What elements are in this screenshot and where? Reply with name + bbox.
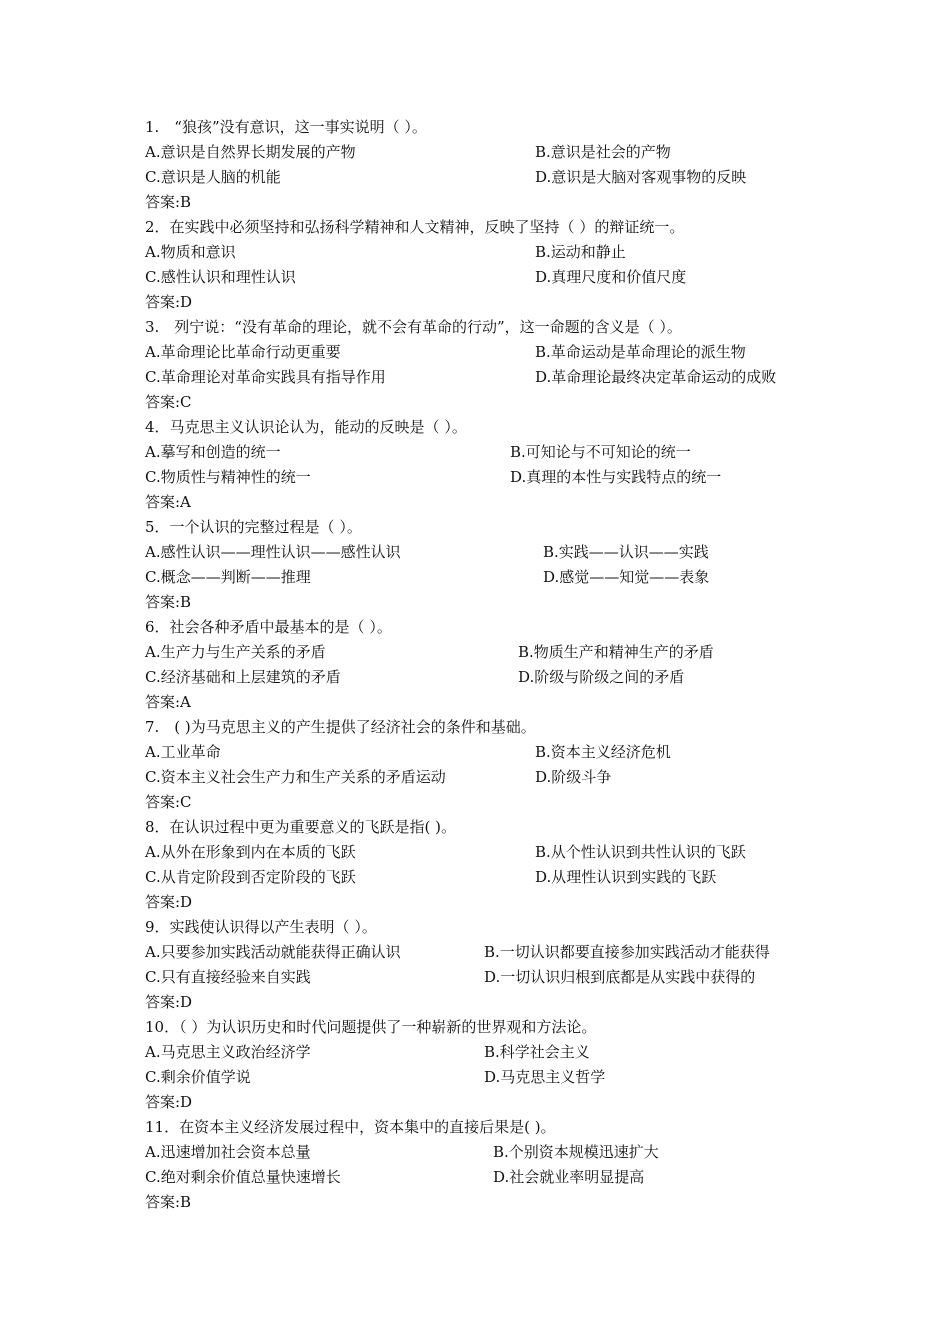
options-row-cd bbox=[145, 165, 835, 190]
option-b: B.科学社会主义 bbox=[484, 1043, 590, 1061]
option-a: A.生产力与生产关系的矛盾 bbox=[145, 643, 326, 661]
question-11 bbox=[145, 1115, 835, 1215]
option-c: C.物质性与精神性的统一 bbox=[145, 468, 311, 486]
option-d: D.真理的本性与实践特点的统一 bbox=[510, 468, 722, 486]
option-a: A.感性认识——理性认识——感性认识 bbox=[145, 543, 401, 561]
question-list bbox=[145, 115, 835, 1215]
question-1 bbox=[145, 115, 835, 215]
answer-line: 答案:C bbox=[145, 393, 192, 411]
answer-line: 答案:D bbox=[145, 293, 193, 311]
options-row-cd bbox=[145, 965, 835, 990]
question-stem: 5．一个认识的完整过程是（ ）。 bbox=[145, 518, 362, 536]
options-row-cd bbox=[145, 865, 835, 890]
options-row-ab bbox=[145, 1040, 835, 1065]
option-c: C.只有直接经验来自实践 bbox=[145, 968, 311, 986]
question-stem: 7. ( )为马克思主义的产生提供了经济社会的条件和基础。 bbox=[145, 718, 536, 736]
options-row-cd bbox=[145, 665, 835, 690]
option-d: D.从理性认识到实践的飞跃 bbox=[535, 868, 717, 886]
options-row-ab bbox=[145, 940, 835, 965]
option-c: C.概念——判断——推理 bbox=[145, 568, 311, 586]
options-row-cd bbox=[145, 465, 835, 490]
options-row-ab bbox=[145, 540, 835, 565]
question-7 bbox=[145, 715, 835, 815]
options-row-ab bbox=[145, 840, 835, 865]
option-b: B.意识是社会的产物 bbox=[535, 143, 671, 161]
answer-line: 答案:B bbox=[145, 1193, 192, 1211]
options-row-ab bbox=[145, 340, 835, 365]
option-b: B.物质生产和精神生产的矛盾 bbox=[518, 643, 714, 661]
option-c: C.意识是人脑的机能 bbox=[145, 168, 281, 186]
option-c: C.剩余价值学说 bbox=[145, 1068, 251, 1086]
answer-line: 答案:D bbox=[145, 993, 193, 1011]
option-b: B.从个性认识到共性认识的飞跃 bbox=[535, 843, 746, 861]
option-c: C.经济基础和上层建筑的矛盾 bbox=[145, 668, 341, 686]
option-b: B.可知论与不可知论的统一 bbox=[510, 443, 691, 461]
answer-line: 答案:B bbox=[145, 193, 192, 211]
option-b: B.运动和静止 bbox=[535, 243, 626, 261]
options-row-ab bbox=[145, 640, 835, 665]
options-row-ab bbox=[145, 240, 835, 265]
options-row-ab bbox=[145, 140, 835, 165]
option-d: D.意识是大脑对客观事物的反映 bbox=[535, 168, 747, 186]
option-a: A.工业革命 bbox=[145, 743, 221, 761]
option-a: A.意识是自然界长期发展的产物 bbox=[145, 143, 356, 161]
option-c: C.资本主义社会生产力和生产关系的矛盾运动 bbox=[145, 768, 446, 786]
question-stem: 10．（ ）为认识历史和时代问题提供了一种崭新的世界观和方法论。 bbox=[145, 1018, 597, 1036]
question-stem: 9．实践使认识得以产生表明（ ）。 bbox=[145, 918, 377, 936]
option-d: D.一切认识归根到底都是从实践中获得的 bbox=[484, 968, 756, 986]
option-b: B.革命运动是革命理论的派生物 bbox=[535, 343, 746, 361]
option-a: A.摹写和创造的统一 bbox=[145, 443, 281, 461]
question-3 bbox=[145, 315, 835, 415]
option-b: B.资本主义经济危机 bbox=[535, 743, 671, 761]
options-row-cd bbox=[145, 265, 835, 290]
question-5 bbox=[145, 515, 835, 615]
option-d: D.真理尺度和价值尺度 bbox=[535, 268, 687, 286]
option-d: D.革命理论最终决定革命运动的成败 bbox=[535, 368, 777, 386]
question-10 bbox=[145, 1015, 835, 1115]
option-c: C.革命理论对革命实践具有指导作用 bbox=[145, 368, 386, 386]
option-b: B.个别资本规模迅速扩大 bbox=[493, 1143, 659, 1161]
option-d: D.感觉——知觉——表象 bbox=[543, 568, 710, 586]
option-a: A.革命理论比革命行动更重要 bbox=[145, 343, 341, 361]
options-row-cd bbox=[145, 565, 835, 590]
question-stem: 3. 列宁说：“没有革命的理论，就不会有革命的行动”，这一命题的含义是（ ）。 bbox=[145, 318, 682, 336]
options-row-ab bbox=[145, 740, 835, 765]
question-6 bbox=[145, 615, 835, 715]
question-8 bbox=[145, 815, 835, 915]
option-b: B.一切认识都要直接参加实践活动才能获得 bbox=[484, 943, 770, 961]
option-d: D.社会就业率明显提高 bbox=[493, 1168, 645, 1186]
options-row-ab bbox=[145, 1140, 835, 1165]
option-a: A.迅速增加社会资本总量 bbox=[145, 1143, 311, 1161]
options-row-cd bbox=[145, 765, 835, 790]
question-stem: 4．马克思主义认识论认为，能动的反映是（ ）。 bbox=[145, 418, 467, 436]
option-d: D.阶级与阶级之间的矛盾 bbox=[518, 668, 685, 686]
option-c: C.感性认识和理性认识 bbox=[145, 268, 296, 286]
question-4 bbox=[145, 415, 835, 515]
question-stem: 8．在认识过程中更为重要意义的飞跃是指( )。 bbox=[145, 818, 457, 836]
answer-line: 答案:C bbox=[145, 793, 192, 811]
question-stem: 1. “狼孩”没有意识，这一事实说明（ ）。 bbox=[145, 118, 427, 136]
question-stem: 11．在资本主义经济发展过程中，资本集中的直接后果是( )。 bbox=[145, 1118, 556, 1136]
option-d: D.阶级斗争 bbox=[535, 768, 612, 786]
question-2 bbox=[145, 215, 835, 315]
options-row-cd bbox=[145, 1065, 835, 1090]
option-a: A.只要参加实践活动就能获得正确认识 bbox=[145, 943, 401, 961]
question-stem: 2．在实践中必须坚持和弘扬科学精神和人文精神，反映了坚持（ ）的辩证统一。 bbox=[145, 218, 685, 236]
options-row-cd bbox=[145, 365, 835, 390]
option-a: A.从外在形象到内在本质的飞跃 bbox=[145, 843, 356, 861]
option-c: C.从肯定阶段到否定阶段的飞跃 bbox=[145, 868, 356, 886]
answer-line: 答案:B bbox=[145, 593, 192, 611]
answer-line: 答案:D bbox=[145, 1093, 193, 1111]
option-a: A.物质和意识 bbox=[145, 243, 236, 261]
options-row-cd bbox=[145, 1165, 835, 1190]
option-b: B.实践——认识——实践 bbox=[543, 543, 709, 561]
answer-line: 答案:D bbox=[145, 893, 193, 911]
question-9 bbox=[145, 915, 835, 1015]
answer-line: 答案:A bbox=[145, 693, 191, 711]
question-stem: 6．社会各种矛盾中最基本的是（ ）。 bbox=[145, 618, 392, 636]
option-d: D.马克思主义哲学 bbox=[484, 1068, 606, 1086]
options-row-ab bbox=[145, 440, 835, 465]
answer-line: 答案:A bbox=[145, 493, 191, 511]
option-c: C.绝对剩余价值总量快速增长 bbox=[145, 1168, 341, 1186]
option-a: A.马克思主义政治经济学 bbox=[145, 1043, 311, 1061]
